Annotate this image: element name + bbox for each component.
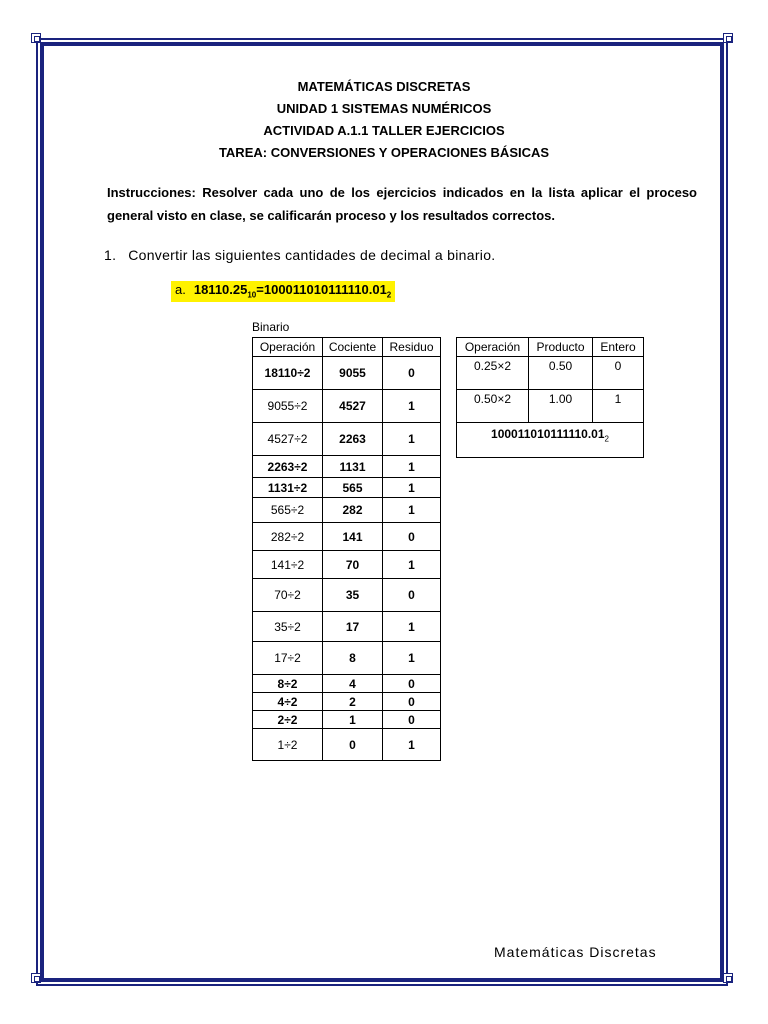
quotient-cell: 282 [323, 498, 383, 523]
table-row [253, 675, 441, 693]
quotient-cell: 1131 [323, 456, 383, 478]
quotient-cell: 8 [323, 642, 383, 675]
operation-cell: 35÷2 [253, 612, 323, 642]
quotient-cell: 2 [323, 693, 383, 711]
fraction-result [457, 423, 644, 458]
operation-cell: 1÷2 [253, 729, 323, 761]
quotient-cell: 1 [323, 711, 383, 729]
answer-decimal: 18110.25 [193, 282, 248, 297]
table-row [457, 390, 644, 423]
answer-decimal-base: 10 [247, 290, 257, 300]
division-table-caption: Binario [252, 320, 290, 334]
remainder-cell: 0 [383, 579, 441, 612]
operation-cell: 141÷2 [253, 551, 323, 579]
remainder-cell: 0 [383, 711, 441, 729]
table-row [253, 498, 441, 523]
table-row [253, 693, 441, 711]
column-header: Residuo [383, 338, 441, 357]
highlighted-answer [171, 281, 395, 302]
remainder-cell: 0 [383, 675, 441, 693]
remainder-cell: 1 [383, 390, 441, 423]
question-number: 1. [104, 247, 117, 263]
border-corner-ornament [31, 33, 41, 43]
integer-cell: 0 [593, 357, 644, 390]
quotient-cell: 35 [323, 579, 383, 612]
table-row [253, 523, 441, 551]
operation-cell: 18110÷2 [253, 357, 323, 390]
quotient-cell: 0 [323, 729, 383, 761]
table-row [253, 423, 441, 456]
fraction-result-base: 2 [604, 434, 609, 444]
operation-cell: 282÷2 [253, 523, 323, 551]
operation-cell: 70÷2 [253, 579, 323, 612]
column-header: Operación [253, 338, 323, 357]
operation-cell: 4÷2 [253, 693, 323, 711]
operation-cell: 4527÷2 [253, 423, 323, 456]
remainder-cell: 1 [383, 612, 441, 642]
header-unit: UNIDAD 1 SISTEMAS NUMÉRICOS [276, 101, 492, 116]
column-header: Cociente [323, 338, 383, 357]
remainder-cell: 1 [383, 642, 441, 675]
division-table [252, 337, 441, 761]
remainder-cell: 1 [383, 551, 441, 579]
remainder-cell: 0 [383, 523, 441, 551]
table-row [253, 551, 441, 579]
operation-cell: 2263÷2 [253, 456, 323, 478]
header-task: TAREA: CONVERSIONES Y OPERACIONES BÁSICAS [218, 145, 550, 160]
answer-label: a. [175, 282, 186, 297]
remainder-cell: 0 [383, 357, 441, 390]
table-row [253, 390, 441, 423]
fraction-table [456, 337, 644, 458]
quotient-cell: 141 [323, 523, 383, 551]
operation-cell: 8÷2 [253, 675, 323, 693]
remainder-cell: 1 [383, 423, 441, 456]
answer-binary-base: 2 [386, 290, 392, 300]
table-row [253, 612, 441, 642]
quotient-cell: 9055 [323, 357, 383, 390]
table-row [457, 357, 644, 390]
remainder-cell: 0 [383, 693, 441, 711]
remainder-cell: 1 [383, 498, 441, 523]
quotient-cell: 2263 [323, 423, 383, 456]
header-activity: ACTIVIDAD A.1.1 TALLER EJERCICIOS [263, 123, 505, 138]
fraction-result-value: 100011010111110.01 [491, 427, 605, 441]
product-cell: 1.00 [529, 390, 593, 423]
product-cell: 0.50 [529, 357, 593, 390]
instructions-text: Instrucciones: Resolver cada uno de los ejercicios indicados en la lista aplicar el proceso general visto en clase, se calificarán proceso y los resultados correctos. [107, 185, 697, 223]
operation-cell: 2÷2 [253, 711, 323, 729]
border-corner-ornament [31, 973, 41, 983]
table-row [253, 478, 441, 498]
table-row [253, 711, 441, 729]
operation-cell: 565÷2 [253, 498, 323, 523]
remainder-cell: 1 [383, 729, 441, 761]
border-corner-ornament [723, 973, 733, 983]
operation-cell: 1131÷2 [253, 478, 323, 498]
operation-cell: 0.50×2 [457, 390, 529, 423]
quotient-cell: 17 [323, 612, 383, 642]
table-row [253, 729, 441, 761]
table-row [253, 357, 441, 390]
operation-cell: 0.25×2 [457, 357, 529, 390]
border-corner-ornament [723, 33, 733, 43]
remainder-cell: 1 [383, 478, 441, 498]
question-text: Convertir las siguientes cantidades de decimal a binario. [128, 247, 496, 263]
page-footer: Matemáticas Discretas [494, 944, 657, 960]
operation-cell: 9055÷2 [253, 390, 323, 423]
header-course: MATEMÁTICAS DISCRETAS [297, 79, 471, 94]
document-header [0, 76, 768, 164]
quotient-cell: 4 [323, 675, 383, 693]
question-1 [104, 247, 496, 263]
table-row [253, 456, 441, 478]
answer-binary: =100011010111110.01 [256, 282, 387, 297]
integer-cell: 1 [593, 390, 644, 423]
table-row [253, 642, 441, 675]
column-header: Producto [529, 338, 593, 357]
operation-cell: 17÷2 [253, 642, 323, 675]
quotient-cell: 4527 [323, 390, 383, 423]
quotient-cell: 70 [323, 551, 383, 579]
column-header: Entero [593, 338, 644, 357]
table-row [253, 579, 441, 612]
column-header: Operación [457, 338, 529, 357]
quotient-cell: 565 [323, 478, 383, 498]
remainder-cell: 1 [383, 456, 441, 478]
